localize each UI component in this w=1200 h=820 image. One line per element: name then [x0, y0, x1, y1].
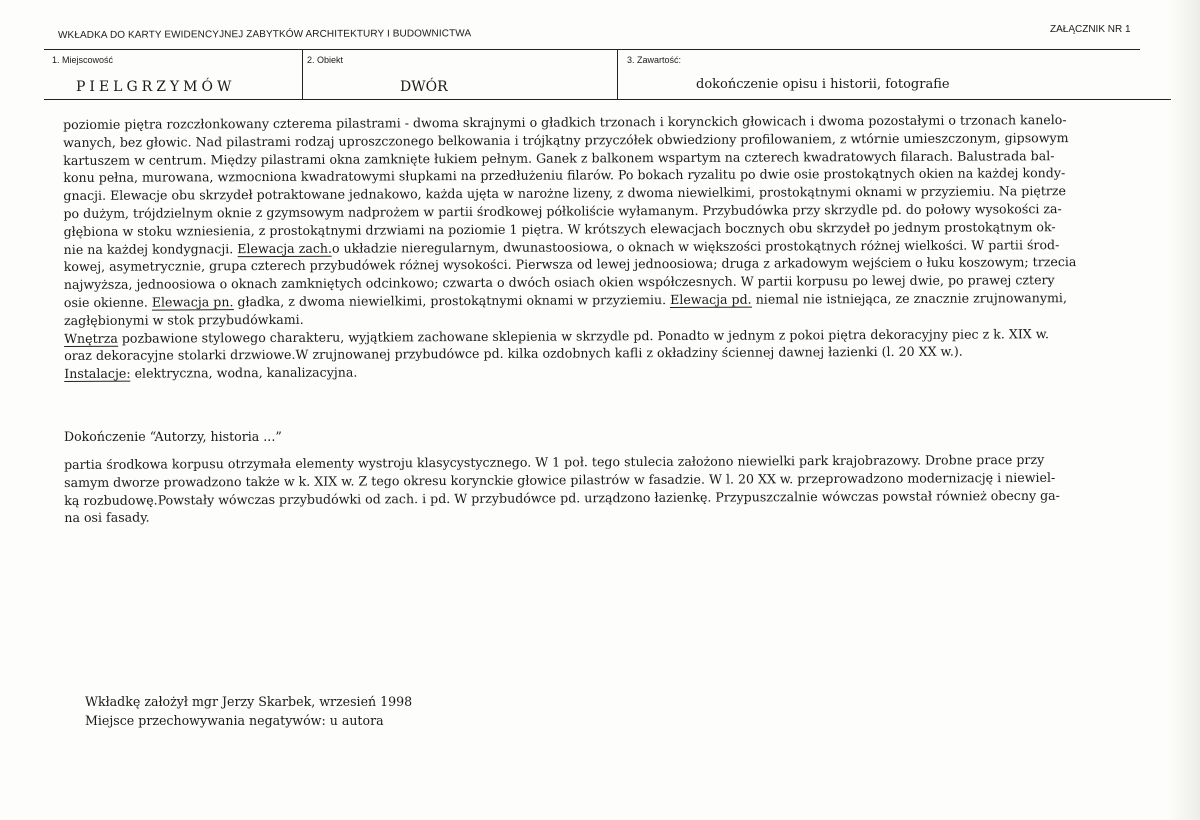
text-line: na osi fasady. — [64, 509, 150, 526]
text-segment: osie okienne. — [63, 294, 152, 310]
negatives-storage-note: Miejsce przechowywania negatywów: u autora — [85, 713, 384, 728]
text-line: partia środkowa korpusu otrzymała elementy wystroju klasycystycznego. W 1 poł. tego stulecia założono niewielki park krajobrazowy. Drobne prace przy — [64, 451, 1045, 472]
text-segment: niemal nie istniejąca, ze znacznie zrujnowanymi, — [751, 290, 1067, 307]
installations-heading: Instalacje: — [64, 365, 131, 382]
text-line: głębiona w stoku wzniesienia, z prostokątnymi drzwiami na poziomie 1 piętra. W krótszych elewacjach bocznych obu skrzydeł po jednym prostokątnym ok- — [63, 218, 1056, 239]
text-line: kartuszem w centrum. Między pilastrami okna zamknięte łukiem pełnym. Ganek z balkonem wspartym na czterech kwadratowych filarach. Balustrada bal- — [63, 147, 1055, 168]
west-elevation-heading: Elewacja zach. — [237, 240, 333, 256]
text-line: kowej, asymetrycznie, grupa czterech przybudówek różnej wysokości. Pierwsza od lewej jednoosiowa; druga z arkadowym wejściem o łuku koszowym; trzecia — [63, 254, 1077, 275]
text-line: samym dworze prowadzono także w k. XIX w. Z tego okresu korynckie głowice pilastrów w fasadzie. W l. 20 XX w. przeprowadzono modernizację i niewiel- — [64, 469, 1056, 490]
scan-edge-shadow — [1168, 0, 1200, 820]
text-line: oraz dekoracyjne stolarki drzwiowe.W zrujnowanej przybudówce pd. kilka ozdobnych kafli z okładziny ściennej dawnej łazienki (l. 20 XX w.). — [64, 343, 963, 364]
text-line: gnacji. Elewacje obu skrzydeł potraktowane jednakowo, każda ujęta w narożne lizeny, z dwoma niewielkimi, prostokątnymi oknami w przyziemiu. Na piętrze — [63, 183, 1067, 204]
text-line: najwyższa, jednoosiowa o oknach zamkniętych odcinkowo; czwarta o dwóch osiach okien współczesnych. W partii korpusu po lewej dwie, po prawej cztery — [63, 272, 1055, 293]
location-value: PIELGRZYMÓW — [76, 79, 236, 95]
text-line: po dużym, trójdzielnym oknie z gzymsowym nadprożem w partii środkowej półkoliście wyłamanym. Przybudówka przy skrzydle pd. do połowy wysokości za- — [63, 201, 1062, 221]
field-divider-2 — [617, 50, 618, 99]
location-label: 1. Miejscowość — [52, 55, 114, 65]
continuation-title: Dokończenie “Autorzy, historia ...” — [64, 429, 282, 444]
header-rule-bottom — [44, 99, 1171, 100]
annex-label: ZAŁĄCZNIK NR 1 — [1050, 24, 1131, 35]
history-text — [64, 450, 1144, 527]
text-segment: elektryczna, wodna, kanalizacyjna. — [130, 364, 358, 381]
text-segment: o układzie nieregularnym, dwunastoosiowa, o oknach w większości prostokątnych różnej wielkości. W partii środ- — [331, 236, 1060, 256]
contents-value: dokończenie opisu i historii, fotografie — [696, 77, 950, 92]
north-elevation-heading: Elewacja pn. — [151, 294, 234, 310]
author-note: Wkładkę założył mgr Jerzy Skarbek, wrzesień 1998 — [85, 694, 413, 709]
interiors-heading: Wnętrza — [64, 330, 118, 346]
object-label: 2. Obiekt — [307, 55, 344, 65]
text-line: konu pełna, murowana, wzmocniona kwadratowymi słupkami na przedłużeniu filarów. Po bokach ryzalitu po dwie osie prostokątnych okien na każdej kondy- — [63, 165, 1066, 186]
text-segment: gładka, z dwoma niewielkimi, prostokątnymi oknami w przyziemiu. — [233, 292, 671, 310]
text-line: poziomie piętra rozczłonkowany czterema pilastrami - dwoma skrajnymi o gładkich trzonach i korynckich głowicach i dwoma pozostałymi o trzonach kanelo- — [63, 112, 1067, 132]
text-line: ką rozbudowę.Powstały wówczas przybudówki od zach. i pd. W przybudówce pd. urządzono łazienkę. Przypuszczalnie wówczas powstał również obecny ga- — [64, 487, 1060, 508]
text-line: zagłębionymi w stok przybudówkami. — [63, 311, 304, 328]
text-segment: pozbawione stylowego charakteru, wyjątkiem zachowane sklepienia w skrzydle pd. Ponadto w jednym z pokoi piętra dekoracyjny piec z k. XIX w. — [117, 325, 1050, 346]
text-segment: nie na każdej kondygnacji. — [63, 240, 238, 257]
field-divider-1 — [302, 50, 303, 99]
object-value: DWÓR — [400, 79, 448, 95]
south-elevation-heading: Elewacja pd. — [670, 291, 752, 308]
description-text — [63, 111, 1144, 383]
header-rule-top — [44, 49, 1140, 50]
form-header-title: WKŁADKA DO KARTY EWIDENCYJNEJ ZABYTKÓW ARCHITEKTURY I BUDOWNICTWA — [57, 28, 472, 41]
text-line: wanych, bez głowic. Nad pilastrami rodzaj uproszczonego belkowania i trójkątny przyczółek obwiedziony profilowaniem, z wtórnie umieszczonym, gipsowym — [63, 129, 1069, 150]
contents-label: 3. Zawartość: — [627, 55, 682, 65]
